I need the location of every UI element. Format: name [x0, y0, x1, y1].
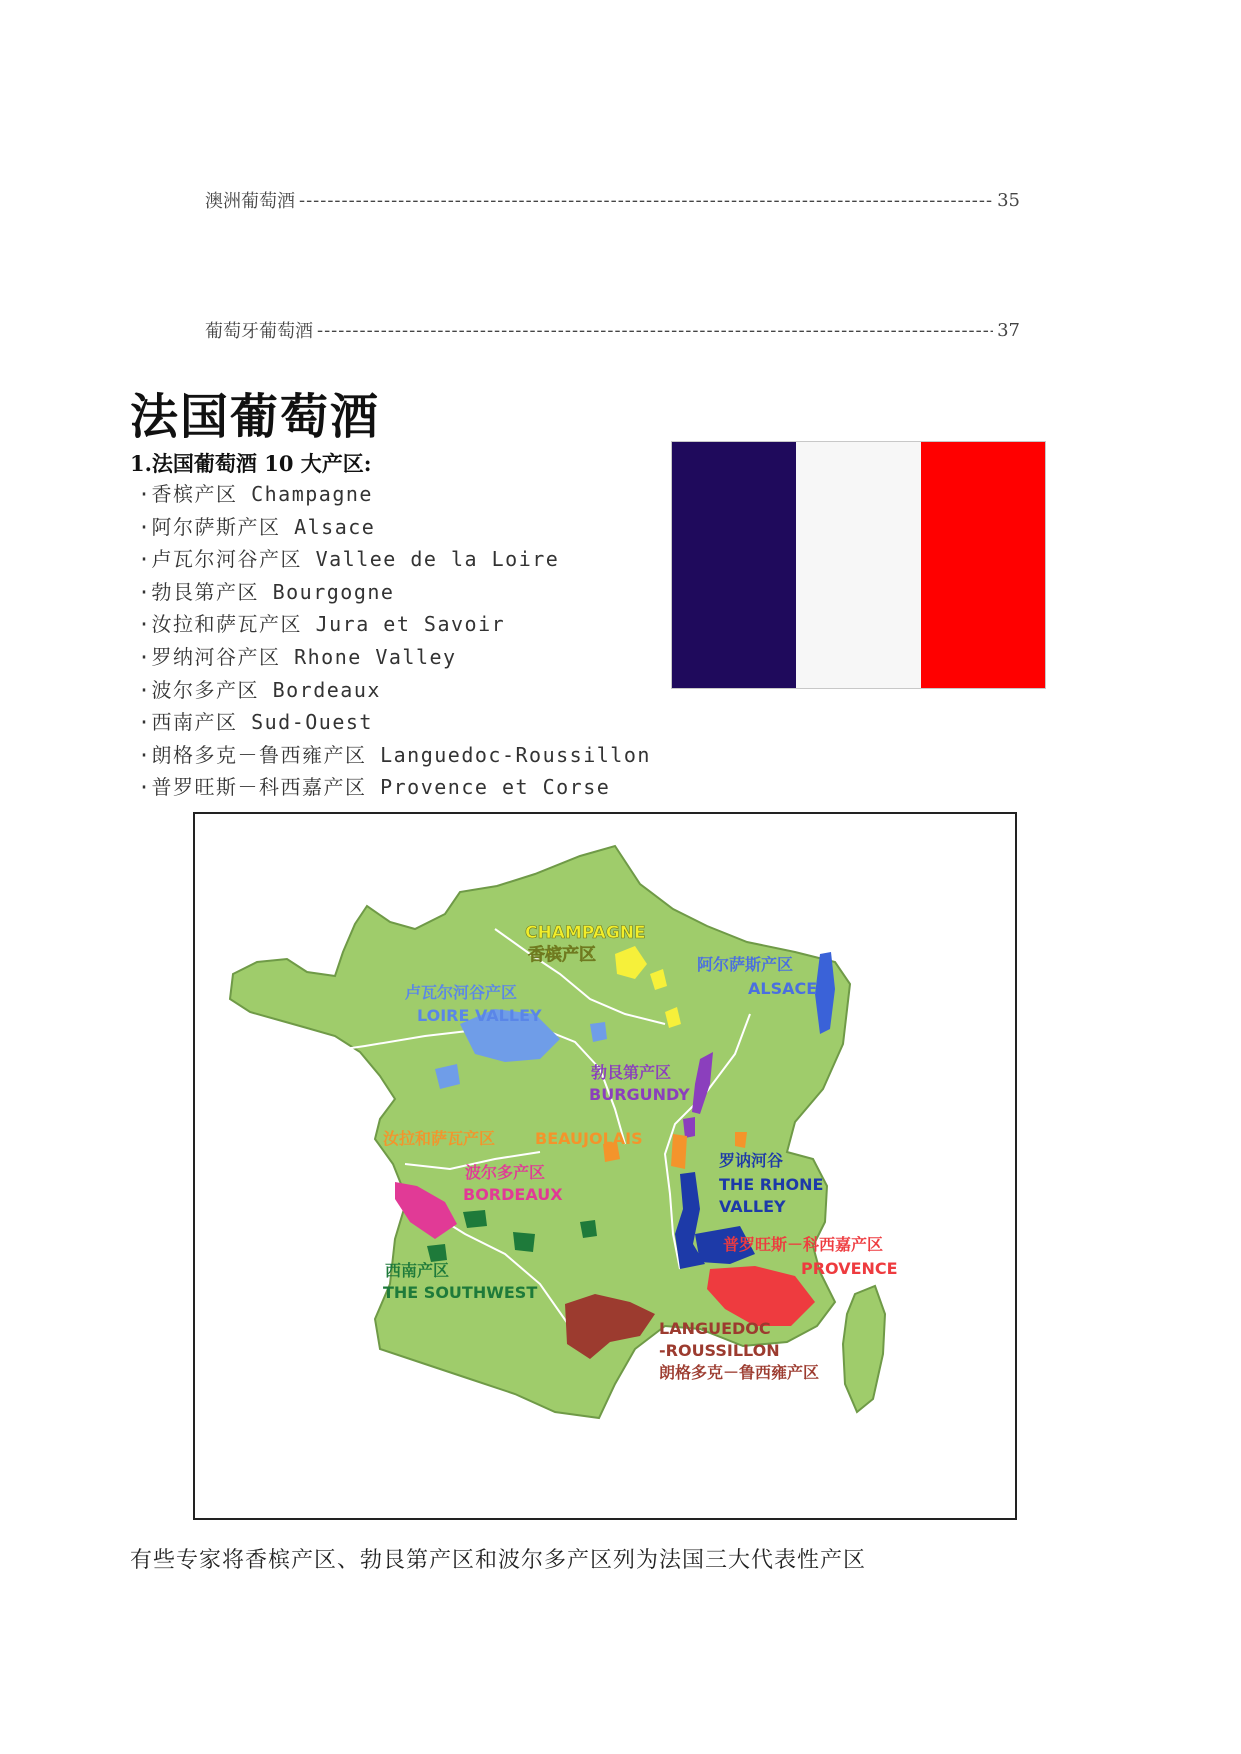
toc-entry-portugal[interactable] [205, 317, 1020, 343]
map-label-rhone-cn: 罗讷河谷 [719, 1151, 784, 1170]
toc-leader [299, 190, 993, 211]
map-land-corsica [843, 1286, 885, 1412]
region-item: ·汝拉和萨瓦产区 Jura et Savoir [138, 612, 506, 637]
map-label-burgundy-en: BURGUNDY [589, 1085, 690, 1104]
map-label-loire-en: LOIRE VALLEY [417, 1006, 542, 1025]
map-label-bordeaux-cn: 波尔多产区 [465, 1163, 546, 1182]
region-item: ·香槟产区 Champagne [138, 482, 373, 506]
map-svg [195, 814, 1015, 1518]
map-label-rhone-en1: THE RHONE [719, 1175, 824, 1194]
toc-entry-page: 37 [997, 319, 1020, 341]
region-item: ·朗格多克－鲁西雍产区 Languedoc-Roussillon [138, 742, 651, 767]
region-item: ·勃艮第产区 Bourgogne [138, 579, 395, 604]
map-label-bordeaux-en: BORDEAUX [463, 1185, 563, 1204]
map-label-languedoc-cn: 朗格多克－鲁西雍产区 [659, 1363, 820, 1382]
map-label-languedoc-en1: LANGUEDOC [659, 1319, 771, 1338]
toc-entry-australia[interactable] [205, 187, 1020, 213]
wine-region-map [193, 812, 1017, 1520]
map-label-provence-cn: 普罗旺斯－科西嘉产区 [723, 1235, 884, 1254]
map-label-southwest-en: THE SOUTHWEST [383, 1283, 538, 1302]
toc-entry-page: 35 [997, 189, 1020, 211]
map-label-loire-cn: 卢瓦尔河谷产区 [405, 983, 518, 1002]
map-label-rhone-en2: VALLEY [719, 1197, 786, 1216]
flag-stripe-red [921, 442, 1045, 688]
closing-note: 有些专家将香槟产区、勃艮第产区和波尔多产区列为法国三大代表性产区 [130, 1548, 867, 1573]
map-label-beaujolais-en: BEAUJOLAIS [535, 1129, 643, 1148]
section-subheading: 1.法国葡萄酒 10 大产区: [130, 451, 372, 476]
map-label-burgundy-cn: 勃艮第产区 [591, 1063, 672, 1082]
section-title: 法国葡萄酒 [130, 389, 381, 445]
map-label-alsace-cn: 阿尔萨斯产区 [697, 955, 794, 974]
french-flag-image [672, 442, 1045, 688]
toc-leader [317, 320, 993, 341]
region-item: ·卢瓦尔河谷产区 Vallee de la Loire [138, 547, 560, 572]
toc-entry-label: 葡萄牙葡萄酒 [205, 321, 313, 342]
map-label-champagne-en: CHAMPAGNE [525, 923, 646, 943]
region-item: ·西南产区 Sud-Ouest [138, 710, 373, 735]
map-label-provence-en: PROVENCE [801, 1259, 898, 1278]
toc-entry-label: 澳洲葡萄酒 [205, 191, 295, 212]
flag-stripe-white [796, 442, 920, 688]
region-item: ·阿尔萨斯产区 Alsace [138, 514, 376, 539]
map-label-southwest-cn: 西南产区 [385, 1261, 450, 1280]
map-label-jura-cn: 汝拉和萨瓦产区 [383, 1129, 496, 1148]
region-list [138, 478, 651, 804]
map-label-alsace-en: ALSACE [748, 979, 818, 998]
flag-stripe-blue [672, 442, 796, 688]
map-label-champagne-cn: 香槟产区 [528, 945, 596, 965]
region-item: ·波尔多产区 Bordeaux [138, 677, 381, 702]
region-item: ·罗纳河谷产区 Rhone Valley [138, 644, 457, 669]
region-item: ·普罗旺斯－科西嘉产区 Provence et Corse [138, 775, 611, 800]
map-label-languedoc-en2: -ROUSSILLON [659, 1341, 780, 1360]
